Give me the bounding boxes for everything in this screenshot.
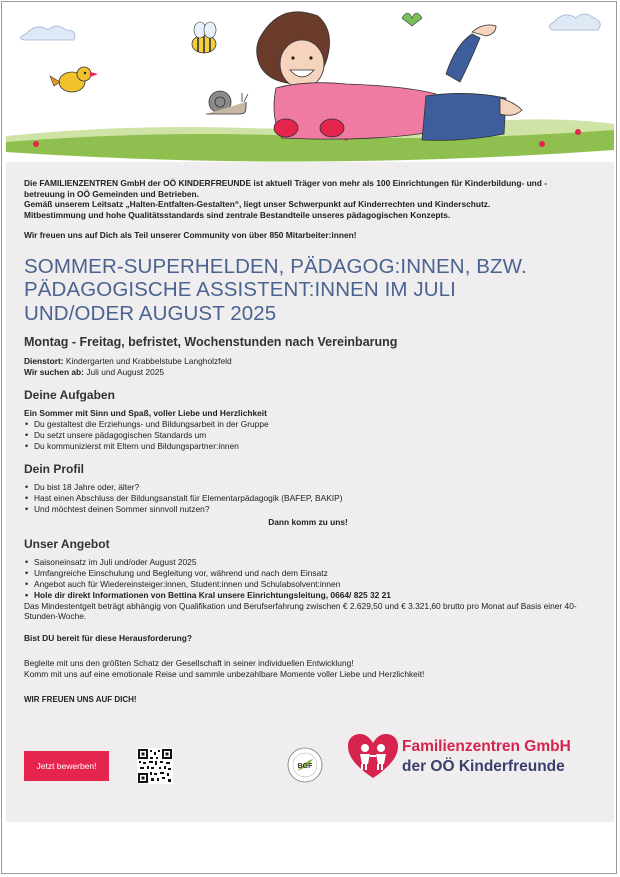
cloud-left bbox=[20, 26, 75, 40]
profil-closing: Dann komm zu uns! bbox=[268, 516, 348, 527]
bgf-text: BGF bbox=[297, 763, 313, 770]
cloud-right bbox=[549, 14, 600, 30]
intro-line-2: betreuung in OÖ Gemeinden und Betrieben. bbox=[24, 188, 199, 199]
closing-text: WIR FREUEN UNS AUF DICH! bbox=[24, 694, 137, 704]
content-inner bbox=[24, 178, 592, 704]
snail-icon bbox=[206, 91, 248, 114]
job-title bbox=[24, 255, 592, 326]
list-item: • Du bist 18 Jahre oder, älter? bbox=[24, 482, 592, 493]
dienstort-value: Kindergarten und Krabbelstube Langholzfeld bbox=[63, 356, 232, 367]
challenge-question: Bist DU bereit für diese Herausforderung? bbox=[24, 633, 192, 644]
profil-heading: Dein Profil bbox=[24, 461, 85, 476]
list-item: • Und möchtest deinen Sommer sinnvoll nutzen? bbox=[24, 504, 592, 515]
list-item: • Du gestaltest die Erziehungs- und Bildungsarbeit in der Gruppe bbox=[24, 419, 592, 430]
aufgaben-heading: Deine Aufgaben bbox=[24, 388, 115, 403]
hero-svg bbox=[6, 4, 614, 164]
wir-suchen-value: Juli und August 2025 bbox=[83, 367, 165, 378]
intro-section bbox=[24, 178, 592, 241]
intro-gap bbox=[24, 220, 592, 230]
content-panel bbox=[6, 162, 614, 822]
apply-button[interactable]: Jetzt bewerben! bbox=[24, 751, 109, 781]
list-item: • Angebot auch für Wiedereinsteiger:innen, Student:innen und Schulabsolvent:innen bbox=[24, 579, 592, 590]
angebot-text-2: Komm mit uns auf eine emotionale Reise und sammle unbezahlbare Momente voller Liebe und Herzlichkeit! bbox=[24, 669, 425, 680]
angebot-list bbox=[24, 557, 592, 601]
intro-line-5: Wir freuen uns auf Dich als Teil unserer Community von über 850 Mitarbeiter:innen! bbox=[24, 230, 357, 241]
girl-illustration bbox=[257, 12, 522, 141]
bee-icon bbox=[192, 22, 216, 53]
qr-code-icon[interactable] bbox=[137, 748, 173, 784]
bgf-seal-icon bbox=[287, 747, 323, 783]
salary-text: Das Mindestentgelt beträgt abhängig von Qualifikation und Berufserfahrung zwischen € 2.629,50 und € 3.321,60 brutto pro Monat auf Basis einer 40-Stunden-Woche. bbox=[24, 600, 577, 622]
logo-text-line-1: Familienzentren GmbH bbox=[402, 738, 571, 755]
hero-illustration bbox=[6, 4, 614, 164]
job-subtitle: Montag - Freitag, befristet, Wochenstunden nach Vereinbarung bbox=[24, 335, 398, 350]
wir-suchen-label: Wir suchen ab: bbox=[24, 367, 84, 378]
intro-line-1: Die FAMILIENZENTREN GmbH der OÖ KINDERFREUNDE ist aktuell Träger von mehr als 100 Einrichtungen für Kinderbildung- und - bbox=[24, 178, 548, 188]
list-item: • Umfangreiche Einschulung und Begleitung vor, während und nach dem Einsatz bbox=[24, 568, 592, 579]
intro-line-4: Mitbestimmung und hohe Qualitätsstandards sind zentrale Bestandteile unseres pädagogischen Konzepts. bbox=[24, 209, 451, 220]
job-meta bbox=[24, 356, 592, 378]
list-item: • Du kommunizierst mit Eltern und Bildungspartner:innen bbox=[24, 441, 592, 452]
list-item: • Du setzt unsere pädagogischen Standards um bbox=[24, 430, 592, 441]
intro-line-3: Gemäß unserem Leitsatz „Halten-Entfalten-Gestalten“, liegt unser Schwerpunkt auf Kinderrechten und Kinderschutz. bbox=[24, 199, 491, 210]
logo-text-line-2: der OÖ Kinderfreunde bbox=[402, 758, 565, 775]
job-title-line-1: SOMMER-SUPERHELDEN, PÄDAGOG:INNEN, BZW. bbox=[24, 254, 527, 278]
wir-suchen-row bbox=[24, 367, 592, 378]
company-logo bbox=[348, 734, 598, 780]
aufgaben-lead: Ein Sommer mit Sinn und Spaß, voller Liebe und Herzlichkeit bbox=[24, 408, 267, 419]
bird-icon bbox=[50, 67, 98, 92]
aufgaben-list bbox=[24, 419, 592, 452]
dienstort-row bbox=[24, 356, 592, 367]
heart-children-icon bbox=[348, 734, 398, 780]
profil-list bbox=[24, 482, 592, 515]
butterfly-icon bbox=[402, 13, 422, 26]
job-title-line-2: PÄDAGOGISCHE ASSISTENT:INNEN IM JULI bbox=[24, 278, 456, 302]
angebot-text-1: Begleite mit uns den größten Schatz der Gesellschaft in seiner individuellen Entwicklung! bbox=[24, 658, 354, 669]
angebot-heading: Unser Angebot bbox=[24, 536, 110, 551]
list-item-contact: • Hole dir direkt Informationen von Bettina Kral unsere Einrichtungsleitung, 0664/ 825 32 21 bbox=[24, 590, 592, 601]
dienstort-label: Dienstort: bbox=[24, 356, 64, 367]
job-title-line-3: UND/ODER AUGUST 2025 bbox=[24, 301, 277, 325]
list-item: • Saisoneinsatz im Juli und/oder August 2025 bbox=[24, 557, 592, 568]
list-item: • Hast einen Abschluss der Bildungsanstalt für Elementarpädagogik (BAFEP, BAKIP) bbox=[24, 493, 592, 504]
